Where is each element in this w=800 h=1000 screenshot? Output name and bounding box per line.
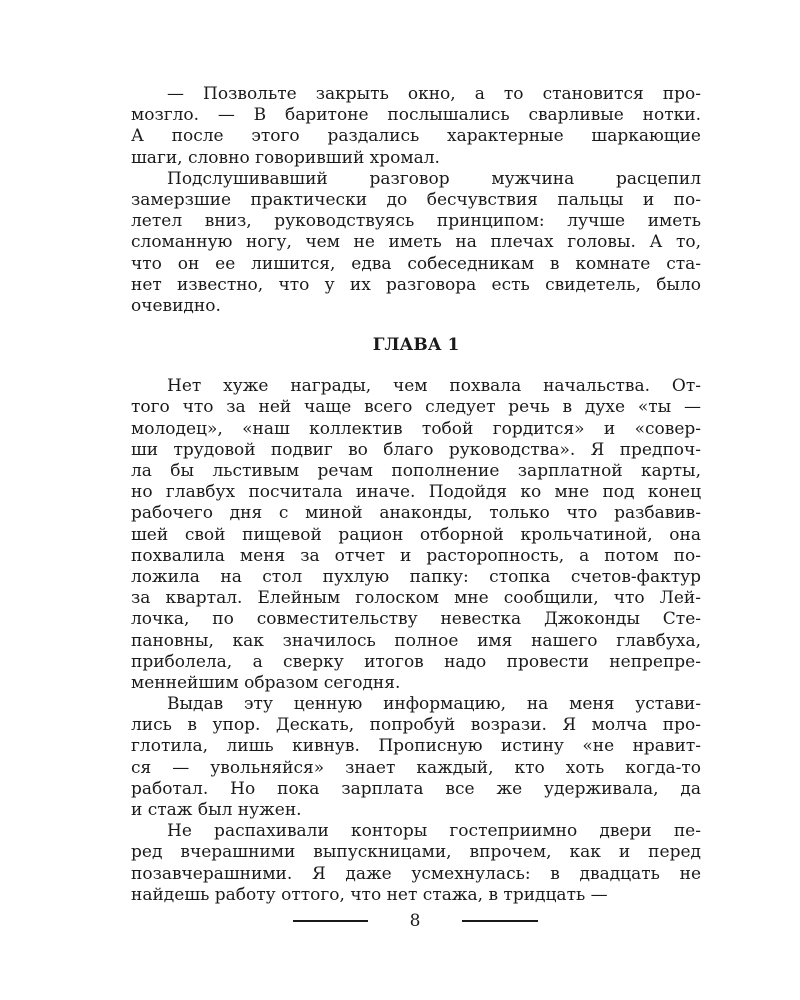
text-line: работал. Но пока зарплата все же удерживала, да — [131, 778, 701, 799]
text-line: что он ее лишится, едва собеседникам в комнате ста- — [131, 253, 701, 274]
paragraph — [131, 821, 701, 906]
text-line: очевидно. — [131, 295, 221, 316]
text-line: пановны, как значилось полное имя нашего главбуха, — [131, 630, 701, 651]
text-line: но главбух посчитала иначе. Подойдя ко мне под конец — [131, 482, 701, 503]
text-line: замерзшие практически до бесчувствия пальцы и по- — [131, 189, 701, 210]
text-block — [131, 84, 701, 906]
paragraph — [131, 694, 701, 821]
paragraph — [131, 169, 701, 317]
text-line: молодец», «наш коллектив тобой гордится» и «совер- — [131, 418, 701, 439]
text-line: Нет хуже награды, чем похвала начальства. От- — [167, 376, 701, 397]
text-line: ся — увольняйся» знает каждый, кто хоть когда-то — [131, 757, 701, 778]
text-line: похвалила меня за отчет и расторопность, а потом по- — [131, 545, 701, 566]
text-line: ла бы льстивым речам пополнение зарплатной карты, — [131, 461, 701, 481]
text-line: Подслушивавший разговор мужчина расцепил — [167, 168, 701, 189]
text-line: позавчерашними. Я даже усмехнулась: в двадцать не — [131, 863, 701, 884]
footer-rule-right — [462, 920, 538, 922]
text-line: глотила, лишь кивнув. Прописную истину «не нравит- — [131, 736, 701, 757]
text-line: А после этого раздались характерные шаркающие — [131, 126, 701, 147]
text-line: лись в упор. Дескать, попробуй возрази. Я молча про- — [131, 715, 701, 736]
footer-rule-left — [293, 920, 368, 922]
text-line: того что за ней чаще всего следует речь в духе «ты — — [131, 397, 701, 418]
text-line: рабочего дня с миной анаконды, только что разбавив- — [131, 503, 701, 524]
text-line: — Позвольте закрыть окно, а то становится про- — [167, 84, 701, 104]
paragraph — [131, 376, 701, 694]
text-line: ред вчерашними выпускницами, впрочем, как и перед — [131, 842, 701, 863]
page-number: 8 — [409, 911, 421, 931]
paragraph — [131, 84, 701, 169]
text-line: ши трудовой подвиг во благо руководства». Я предпоч- — [131, 439, 701, 460]
text-line: шаги, словно говоривший хромал. — [131, 147, 440, 168]
text-line: меннейшим образом сегодня. — [131, 672, 401, 693]
text-line: летел вниз, руководствуясь принципом: лучше иметь — [131, 211, 701, 232]
text-line: найдешь работу оттого, что нет стажа, в тридцать — — [131, 884, 608, 905]
text-line: за квартал. Елейным голоском мне сообщили, что Лей- — [131, 588, 701, 609]
text-line: нет известно, что у их разговора есть свидетель, было — [131, 274, 701, 295]
text-line: ложила на стол пухлую папку: стопка счетов-фактур — [131, 566, 701, 587]
section-before-chapter — [131, 84, 701, 317]
section-chapter-body — [131, 376, 701, 906]
text-line: сломанную ногу, чем не иметь на плечах головы. А то, — [131, 232, 701, 253]
text-line: лочка, по совместительству невестка Джоконды Сте- — [131, 609, 701, 630]
text-line: Выдав эту ценную информацию, на меня устави- — [167, 694, 701, 715]
page-footer — [0, 908, 800, 934]
text-line: Не распахивали конторы гостеприимно двери пе- — [167, 821, 701, 842]
chapter-heading: ГЛАВА 1 — [372, 335, 460, 356]
text-line: мозгло. — В баритоне послышались сварливые нотки. — [131, 105, 701, 126]
text-line: приболела, а сверку итогов надо провести непрепре- — [131, 651, 701, 672]
text-line: шей свой пищевой рацион отборной крольчатиной, она — [131, 524, 701, 545]
text-line: и стаж был нужен. — [131, 800, 302, 820]
